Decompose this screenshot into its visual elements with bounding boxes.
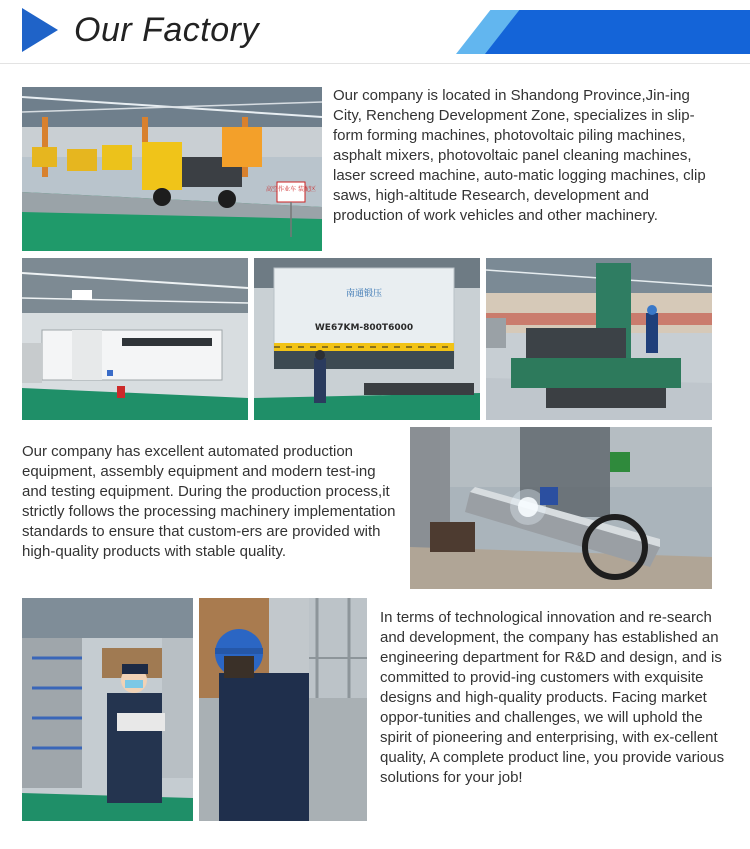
welding-photo [410,427,712,589]
laser-cutting-machine-photo [22,258,248,420]
header-divider [0,63,750,64]
page-header [0,0,750,60]
play-triangle-icon [22,8,58,52]
header-accent-stripe-dark [485,10,750,54]
intro-paragraph: Our company is located in Shandong Province,Jin-ing City, Rencheng Development Zone, specializes in slip-form forming machines, photovoltaic piling machines, asphalt mixers, photovoltaic panel cleaning machines, laser screed machine, auto-matic logging machines, clip saws, high-altitude Research, development and production of work vehicles and other machinery. [333,87,706,224]
press-brake-model: WE67KM-800T6000 [314,323,414,333]
press-brake-brand: 南通锻压 [345,289,383,299]
workshop-trucks-photo [22,87,322,251]
page-title: Our Factory [74,11,259,49]
boring-machine-photo [486,258,712,420]
workshop-sign-text: 高空作业车 装配区 [266,186,316,193]
innovation-paragraph: In terms of technological innovation and re-search and development, the company has established an engineering department for R&D and design, and is committed to provid-ing customers with exquisite designs and high-quality products. Facing market oppor-tunities and challenges, we will uphold the spirit of pioneering and enterprising, with ex-cellent quality, A complete product line, you provide various solutions for your job! [380,609,725,786]
press-brake-photo [254,258,480,420]
warehouse-worker-photo [22,598,193,821]
equipment-paragraph: Our company has excellent automated production equipment, assembly equipment and modern test-ing and testing equipment. During the production process,it strictly follows the processing machinery implementation standards to ensure that custom-ers are provided with high-quality products with stable quality. [22,443,396,560]
warehouse-inspection-photo [199,598,367,821]
